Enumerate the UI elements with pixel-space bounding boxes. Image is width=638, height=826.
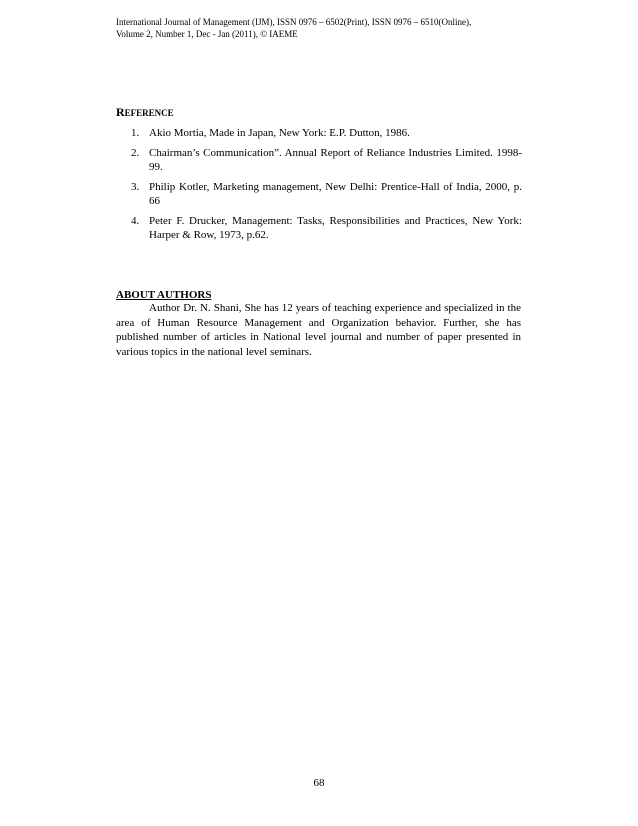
reference-text: Peter F. Drucker, Management: Tasks, Responsibilities and Practices, New York: Harper & Row, 1973, p.62.: [149, 215, 522, 241]
journal-header-line-2: Volume 2, Number 1, Dec - Jan (2011), © IAEME: [116, 29, 298, 39]
reference-number: 1.: [131, 127, 140, 139]
about-authors-heading: ABOUT AUTHORS: [116, 289, 212, 301]
reference-item: [116, 126, 522, 140]
reference-item: [116, 180, 522, 208]
journal-header-line-1: International Journal of Management (IJM), ISSN 0976 – 6502(Print), ISSN 0976 – 6510(Online),: [116, 17, 472, 27]
reference-text: Chairman’s Communication”. Annual Report of Reliance Industries Limited. 1998-99.: [149, 147, 522, 173]
reference-number: 3.: [131, 181, 140, 193]
reference-item: [116, 146, 522, 174]
journal-header: [116, 16, 536, 40]
reference-heading: [116, 105, 174, 120]
reference-text: Akio Mortia, Made in Japan, New York: E.P. Dutton, 1986.: [149, 127, 410, 139]
reference-list: [116, 126, 522, 248]
reference-heading-rest: EFERENCE: [124, 108, 174, 118]
page-number: 68: [313, 777, 325, 789]
reference-item: [116, 214, 522, 242]
reference-heading-initial: R: [116, 105, 125, 119]
about-authors-paragraph: Author Dr. N. Shani, She has 12 years of teaching experience and specialized in the area of Human Resource Management and Organization behavior. Further, she has published number of articles in National level journal and number of paper presented in various topics in the national level seminars.: [116, 302, 521, 359]
reference-number: 2.: [131, 147, 140, 159]
reference-number: 4.: [131, 215, 140, 227]
reference-text: Philip Kotler, Marketing management, New Delhi: Prentice-Hall of India, 2000, p. 66: [149, 181, 522, 207]
